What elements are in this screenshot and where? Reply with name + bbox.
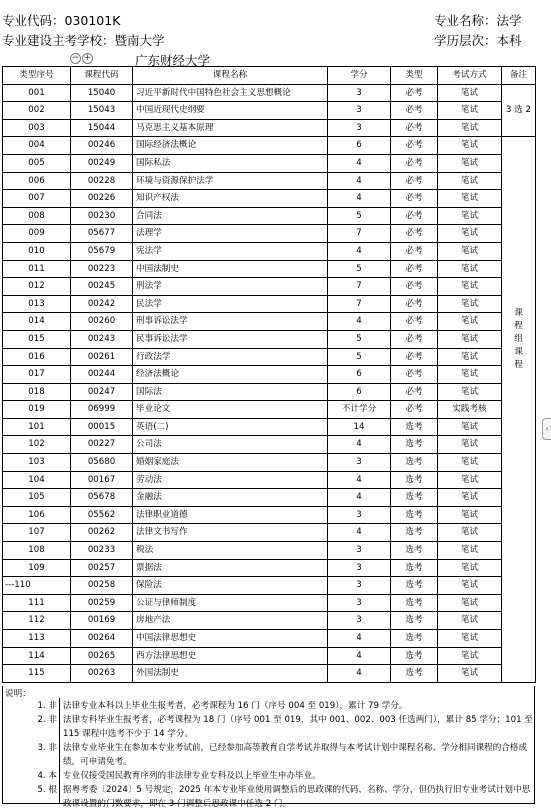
row-credits: 4 (328, 313, 391, 331)
row-seq: 003 (3, 119, 71, 137)
table-row (3, 489, 536, 507)
row-credits: 4 (328, 524, 391, 542)
row-exam-mode: 笔试 (438, 119, 502, 137)
explanation-num: 5. 根 (37, 785, 57, 795)
row-exam-mode: 笔试 (438, 190, 502, 208)
row-code: 00260 (71, 313, 133, 331)
row-type: 必考 (391, 154, 438, 172)
row-course-name: 刑事诉讼法学 (133, 313, 328, 331)
row-course-name: 行政法学 (133, 348, 328, 366)
row-code: 00262 (71, 524, 133, 542)
row-type: 选考 (391, 665, 438, 683)
row-code: 00244 (71, 366, 133, 384)
row-seq: 107 (3, 524, 71, 542)
row-type: 必考 (391, 401, 438, 419)
row-exam-mode: 笔试 (438, 471, 502, 489)
row-exam-mode: 笔试 (438, 418, 502, 436)
row-credits: 7 (328, 225, 391, 243)
row-credits: 4 (328, 436, 391, 454)
note-course-group: 课程组课程 (502, 137, 536, 682)
row-credits: 5 (328, 348, 391, 366)
row-exam-mode: 笔试 (438, 630, 502, 648)
row-course-name: 房地产法 (133, 612, 328, 630)
table-row (3, 154, 536, 172)
row-code: 00169 (71, 612, 133, 630)
row-code: 00167 (71, 471, 133, 489)
table-row (3, 506, 536, 524)
row-exam-mode: 笔试 (438, 577, 502, 595)
row-credits: 3 (328, 594, 391, 612)
row-code: 00257 (71, 559, 133, 577)
table-row (3, 102, 536, 120)
second-school: 广东财经大学 (135, 53, 211, 68)
row-credits: 5 (328, 330, 391, 348)
table-row (3, 383, 536, 401)
row-code: 00223 (71, 260, 133, 278)
row-code: 00228 (71, 172, 133, 190)
row-type: 选考 (391, 612, 438, 630)
table-row (3, 612, 536, 630)
row-exam-mode: 笔试 (438, 330, 502, 348)
expand-icon[interactable]: + (83, 53, 92, 63)
row-type: 选考 (391, 418, 438, 436)
row-type: 必考 (391, 330, 438, 348)
row-credits: 3 (328, 506, 391, 524)
outline-controls (70, 53, 93, 64)
row-seq: 014 (3, 313, 71, 331)
explanation-text: 专业仅接受国民教育序列的非法律专业专科及以上毕业生申办毕业。 (63, 771, 321, 781)
row-course-name: 环境与资源保护法学 (133, 172, 328, 190)
row-type: 选考 (391, 647, 438, 665)
row-code: 05680 (71, 454, 133, 472)
row-course-name: 婚姻家庭法 (133, 454, 328, 472)
row-exam-mode: 笔试 (438, 260, 502, 278)
row-credits: 4 (328, 154, 391, 172)
row-course-name: 毕业论文 (133, 401, 328, 419)
row-course-name: 法律职业道德 (133, 506, 328, 524)
row-code: 00258 (71, 577, 133, 595)
row-seq: 016 (3, 348, 71, 366)
row-exam-mode: 实践考核 (438, 401, 502, 419)
row-seq: 015 (3, 330, 71, 348)
row-type: 必考 (391, 119, 438, 137)
row-type: 必考 (391, 102, 438, 120)
row-type: 选考 (391, 559, 438, 577)
table-row (3, 295, 536, 313)
col-header: 类型 (391, 67, 438, 85)
row-seq: 103 (3, 454, 71, 472)
table-row (3, 401, 536, 419)
row-exam-mode: 笔试 (438, 172, 502, 190)
row-seq: 104 (3, 471, 71, 489)
row-seq: 010 (3, 242, 71, 260)
row-seq: 112 (3, 612, 71, 630)
row-type: 必考 (391, 225, 438, 243)
row-credits: 3 (328, 119, 391, 137)
row-exam-mode: 笔试 (438, 278, 502, 296)
table-row (3, 559, 536, 577)
row-credits: 4 (328, 471, 391, 489)
row-seq: 001 (3, 84, 71, 102)
row-course-name: 中国法律思想史 (133, 630, 328, 648)
row-credits: 6 (328, 137, 391, 155)
row-code: 00265 (71, 647, 133, 665)
row-seq: 106 (3, 506, 71, 524)
row-credits: 不计学分 (328, 401, 391, 419)
row-course-name: 习近平新时代中国特色社会主义思想概论 (133, 84, 328, 102)
row-exam-mode: 笔试 (438, 506, 502, 524)
row-type: 必考 (391, 313, 438, 331)
row-seq: 109 (3, 559, 71, 577)
row-type: 必考 (391, 84, 438, 102)
row-seq: 102 (3, 436, 71, 454)
row-exam-mode: 笔试 (438, 647, 502, 665)
row-exam-mode: 笔试 (438, 242, 502, 260)
explanation-section (2, 686, 535, 808)
row-seq: ---110 (3, 577, 71, 595)
row-credits: 6 (328, 383, 391, 401)
row-code: 00227 (71, 436, 133, 454)
table-row (3, 190, 536, 208)
row-course-name: 知识产权法 (133, 190, 328, 208)
row-type: 必考 (391, 207, 438, 225)
row-seq: 019 (3, 401, 71, 419)
row-course-name: 公证与律师制度 (133, 594, 328, 612)
row-course-name: 英语(二) (133, 418, 328, 436)
row-exam-mode: 笔试 (438, 559, 502, 577)
row-credits: 5 (328, 207, 391, 225)
table-row (3, 225, 536, 243)
row-code: 00015 (71, 418, 133, 436)
row-course-name: 法律文书写作 (133, 524, 328, 542)
table-row (3, 348, 536, 366)
row-type: 选考 (391, 454, 438, 472)
major-code: 专业代码：030101K (2, 13, 121, 28)
side-panel-handle-icon[interactable]: ‹ (542, 418, 551, 440)
row-course-name: 民事诉讼法学 (133, 330, 328, 348)
collapse-icon[interactable]: − (71, 53, 80, 63)
row-code: 00261 (71, 348, 133, 366)
table-row (3, 137, 536, 155)
row-credits: 4 (328, 665, 391, 683)
row-exam-mode: 笔试 (438, 84, 502, 102)
major-name: 专业名称：法学 (434, 13, 522, 28)
row-type: 必考 (391, 348, 438, 366)
row-exam-mode: 笔试 (438, 489, 502, 507)
row-seq: 012 (3, 278, 71, 296)
row-type: 选考 (391, 506, 438, 524)
row-seq: 005 (3, 154, 71, 172)
row-exam-mode: 笔试 (438, 207, 502, 225)
table-row (3, 330, 536, 348)
note-choose-two: 3 选 2 (502, 84, 536, 137)
row-code: 00230 (71, 207, 133, 225)
row-course-name: 金融法 (133, 489, 328, 507)
row-exam-mode: 笔试 (438, 383, 502, 401)
row-credits: 3 (328, 612, 391, 630)
row-course-name: 税法 (133, 542, 328, 560)
row-code: 00243 (71, 330, 133, 348)
row-exam-mode: 笔试 (438, 665, 502, 683)
row-course-name: 合同法 (133, 207, 328, 225)
row-code: 15044 (71, 119, 133, 137)
row-seq: 011 (3, 260, 71, 278)
row-code: 05679 (71, 242, 133, 260)
table-row (3, 172, 536, 190)
explanation-num: 1. 非 (37, 701, 57, 711)
explanation-text: 法律专科毕业生报考者，必考课程为 18 门（序号 001 至 019，其中 001、002、003 任选两门），累计 85 学分；101 至 115 课程中选考不少于 14 学分。 (63, 715, 533, 739)
row-type: 必考 (391, 242, 438, 260)
row-credits: 5 (328, 260, 391, 278)
row-credits: 4 (328, 489, 391, 507)
col-header: 课程名称 (133, 67, 328, 85)
row-seq: 002 (3, 102, 71, 120)
row-seq: 101 (3, 418, 71, 436)
host-school: 专业建设主考学校：暨南大学 (2, 33, 165, 48)
row-seq: 006 (3, 172, 71, 190)
row-type: 必考 (391, 278, 438, 296)
row-type: 必考 (391, 190, 438, 208)
row-credits: 3 (328, 102, 391, 120)
table-row (3, 577, 536, 595)
row-code: 00233 (71, 542, 133, 560)
row-course-name: 民法学 (133, 295, 328, 313)
row-credits: 14 (328, 418, 391, 436)
row-exam-mode: 笔试 (438, 102, 502, 120)
row-exam-mode: 笔试 (438, 594, 502, 612)
row-exam-mode: 笔试 (438, 436, 502, 454)
row-code: 00264 (71, 630, 133, 648)
row-type: 必考 (391, 383, 438, 401)
row-credits: 3 (328, 577, 391, 595)
row-type: 选考 (391, 471, 438, 489)
row-code: 00245 (71, 278, 133, 296)
row-seq: 113 (3, 630, 71, 648)
table-body (3, 84, 536, 682)
table-row (3, 630, 536, 648)
table-row (3, 665, 536, 683)
table-row (3, 471, 536, 489)
row-type: 必考 (391, 137, 438, 155)
row-exam-mode: 笔试 (438, 366, 502, 384)
row-credits: 3 (328, 542, 391, 560)
row-code: 05678 (71, 489, 133, 507)
row-exam-mode: 笔试 (438, 454, 502, 472)
row-credits: 7 (328, 278, 391, 296)
row-exam-mode: 笔试 (438, 612, 502, 630)
row-credits: 7 (328, 295, 391, 313)
row-course-name: 中国近现代史纲要 (133, 102, 328, 120)
table-row (3, 278, 536, 296)
col-header: 课程代码 (71, 67, 133, 85)
row-seq: 017 (3, 366, 71, 384)
row-type: 必考 (391, 260, 438, 278)
explanation-num: 2. 非 (37, 715, 57, 725)
row-type: 必考 (391, 366, 438, 384)
table-row (3, 454, 536, 472)
col-header: 备注 (502, 67, 536, 85)
table-row (3, 242, 536, 260)
explanation-num: 3. 非 (37, 743, 57, 753)
table-row (3, 524, 536, 542)
table-row (3, 260, 536, 278)
row-code: 05677 (71, 225, 133, 243)
row-exam-mode: 笔试 (438, 313, 502, 331)
row-exam-mode: 笔试 (438, 348, 502, 366)
col-header: 学分 (328, 67, 391, 85)
row-course-name: 宪法学 (133, 242, 328, 260)
row-seq: 004 (3, 137, 71, 155)
row-course-name: 票据法 (133, 559, 328, 577)
explanation-label: 说明： (5, 689, 31, 699)
row-seq: 018 (3, 383, 71, 401)
table-row (3, 594, 536, 612)
row-credits: 4 (328, 242, 391, 260)
row-course-name: 西方法律思想史 (133, 647, 328, 665)
row-course-name: 公司法 (133, 436, 328, 454)
row-code: 00259 (71, 594, 133, 612)
row-credits: 4 (328, 647, 391, 665)
table-row (3, 207, 536, 225)
explanation-text: 法律专业本科以上毕业生报考者，必考课程为 16 门（序号 004 至 019），累计 79 学分。 (63, 701, 408, 711)
row-seq: 007 (3, 190, 71, 208)
row-type: 选考 (391, 594, 438, 612)
row-credits: 4 (328, 630, 391, 648)
table-header-row (3, 67, 536, 85)
row-course-name: 刑法学 (133, 278, 328, 296)
row-course-name: 法理学 (133, 225, 328, 243)
row-course-name: 保险法 (133, 577, 328, 595)
row-course-name: 国际私法 (133, 154, 328, 172)
row-type: 选考 (391, 542, 438, 560)
table-row (3, 84, 536, 102)
row-credits: 4 (328, 172, 391, 190)
table-row (3, 313, 536, 331)
row-credits: 3 (328, 84, 391, 102)
table-row (3, 366, 536, 384)
row-course-name: 国际法 (133, 383, 328, 401)
row-credits: 3 (328, 559, 391, 577)
row-exam-mode: 笔试 (438, 154, 502, 172)
row-type: 选考 (391, 436, 438, 454)
row-credits: 3 (328, 454, 391, 472)
row-seq: 009 (3, 225, 71, 243)
row-exam-mode: 笔试 (438, 225, 502, 243)
row-credits: 4 (328, 190, 391, 208)
table-row (3, 119, 536, 137)
table-row (3, 542, 536, 560)
row-code: 00246 (71, 137, 133, 155)
row-code: 15040 (71, 84, 133, 102)
row-course-name: 外国法制史 (133, 665, 328, 683)
row-seq: 008 (3, 207, 71, 225)
table-row (3, 418, 536, 436)
row-code: 15043 (71, 102, 133, 120)
row-code: 00247 (71, 383, 133, 401)
row-type: 必考 (391, 172, 438, 190)
row-seq: 115 (3, 665, 71, 683)
explanation-num: 4. 本 (37, 771, 57, 781)
row-course-name: 中国法制史 (133, 260, 328, 278)
row-course-name: 经济法概论 (133, 366, 328, 384)
row-exam-mode: 笔试 (438, 295, 502, 313)
row-code: 00242 (71, 295, 133, 313)
row-type: 选考 (391, 489, 438, 507)
row-course-name: 马克思主义基本原理 (133, 119, 328, 137)
row-seq: 114 (3, 647, 71, 665)
row-code: 00226 (71, 190, 133, 208)
row-code: 00263 (71, 665, 133, 683)
row-course-name: 国际经济法概论 (133, 137, 328, 155)
row-code: 05562 (71, 506, 133, 524)
row-seq: 013 (3, 295, 71, 313)
explanation-text: 据粤考委〔2024〕5 号规定，2025 年本专业毕业使用调整后的思政课的代码、名称、学分，但仍执行旧专业考试计划中思政课设置的门数要求，即在 3 门调整后思政课中任选 2 门。 (63, 785, 531, 808)
row-exam-mode: 笔试 (438, 524, 502, 542)
row-code: 00249 (71, 154, 133, 172)
row-seq: 111 (3, 594, 71, 612)
row-exam-mode: 笔试 (438, 137, 502, 155)
explanation-text: 法律专业毕业生在参加本专业考试前，已经参加高等教育自学考试并取得与本考试计划中课程名称、学分相同课程的合格成绩，可申请免考。 (63, 743, 528, 767)
row-code: 06999 (71, 401, 133, 419)
row-seq: 105 (3, 489, 71, 507)
table-row (3, 436, 536, 454)
table-row (3, 647, 536, 665)
col-header: 类型序号 (3, 67, 71, 85)
course-table (2, 66, 536, 683)
row-course-name: 劳动法 (133, 471, 328, 489)
row-type: 选考 (391, 630, 438, 648)
row-type: 选考 (391, 577, 438, 595)
row-type: 选考 (391, 524, 438, 542)
row-seq: 108 (3, 542, 71, 560)
education-level: 学历层次：本科 (434, 33, 522, 48)
row-credits: 6 (328, 366, 391, 384)
row-type: 必考 (391, 295, 438, 313)
col-header: 考试方式 (438, 67, 502, 85)
row-exam-mode: 笔试 (438, 542, 502, 560)
